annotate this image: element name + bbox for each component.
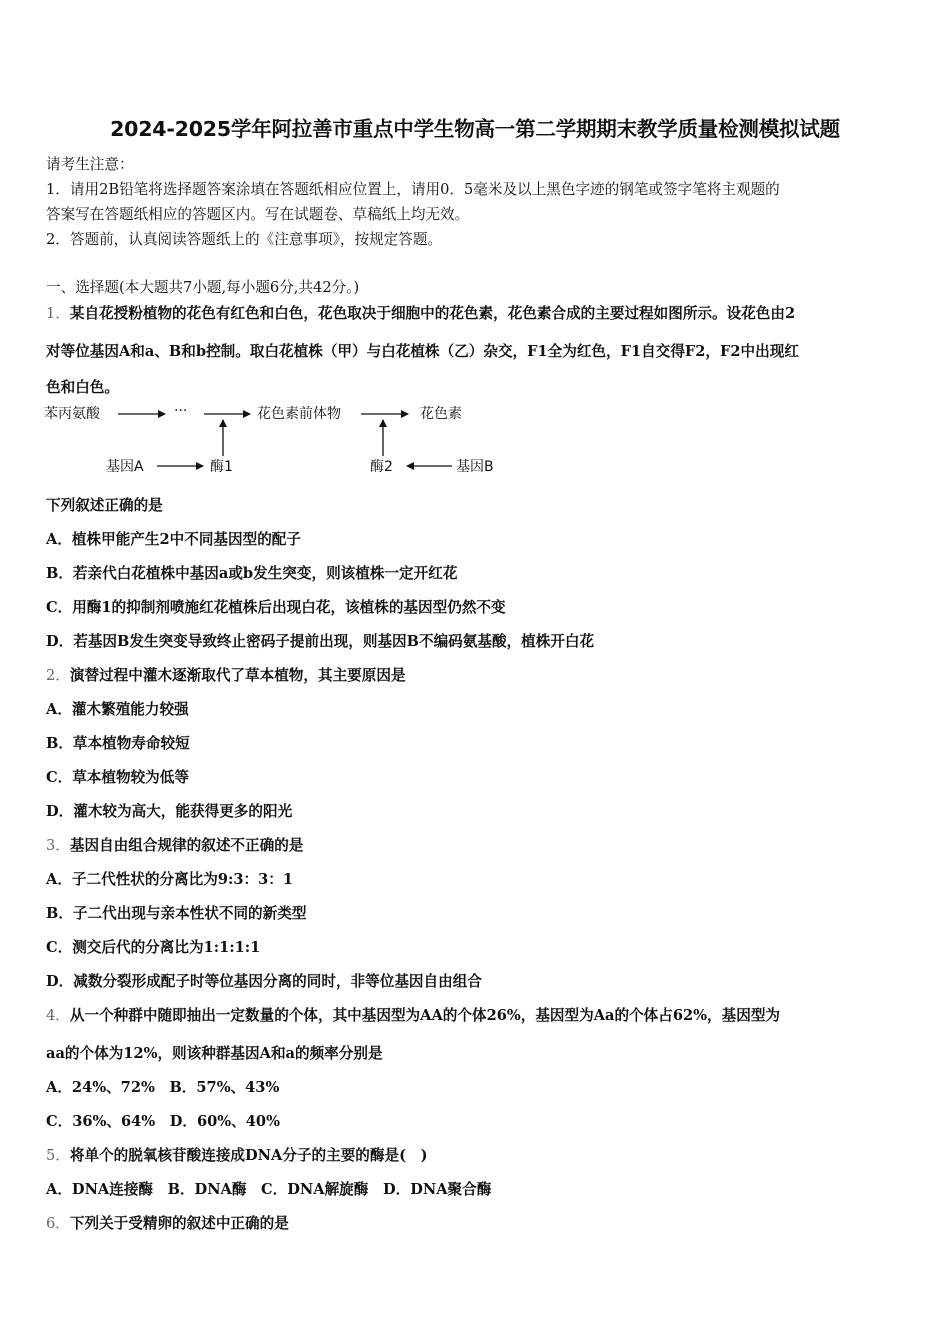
question-1-line-2: 对等位基因A和a、B和b控制。取白花植株（甲）与白花植株（乙）杂交，F1全为红色，F1自交得F2，F2中出现红 [46, 343, 799, 360]
question-5-options: A．DNA连接酶 B．DNA酶 C．DNA解旋酶 D．DNA聚合酶 [46, 1181, 492, 1198]
question-3-option-b: B．子二代出现与亲本性状不同的新类型 [46, 905, 307, 922]
question-4-options-ab: A．24%、72% B．57%、43% [46, 1079, 280, 1096]
question-2-option-b: B．草本植物寿命较短 [46, 735, 190, 752]
pathway-gene-a: 基因A [106, 459, 144, 475]
question-1-option-a: A．植株甲能产生2中不同基因型的配子 [46, 531, 301, 548]
notice-header: 请考生注意： [46, 156, 134, 173]
question-1-line-1: 1．某自花授粉植物的花色有红色和白色，花色取决于细胞中的花色素，花色素合成的主要过程如图所示。设花色由2 [46, 305, 796, 322]
pathway-precursor: 花色素前体物 [257, 406, 341, 422]
question-3-number: 3． [46, 837, 70, 854]
question-5-number: 5． [46, 1147, 70, 1164]
question-4-line-1: 4．从一个种群中随即抽出一定数量的个体，其中基因型为AA的个体26%，基因型为Aa的个体占62%，基因型为 [46, 1007, 781, 1024]
pathway-start: 苯丙氨酸 [44, 406, 100, 422]
question-1-number: 1． [46, 305, 70, 322]
question-2-stem: 2．演替过程中灌木逐渐取代了草本植物，其主要原因是 [46, 667, 406, 684]
question-2-option-c: C．草本植物较为低等 [46, 769, 189, 786]
pathway-product: 花色素 [420, 406, 462, 422]
question-3-option-c: C．测交后代的分离比为1:1:1:1 [46, 939, 261, 956]
pathway-gene-b: 基因B [456, 459, 494, 475]
question-4-line-2: aa的个体为12%，则该种群基因A和a的频率分别是 [46, 1045, 383, 1062]
pathway-enzyme-1: 酶1 [210, 459, 233, 475]
question-3-option-d: D．减数分裂形成配子时等位基因分离的同时，非等位基因自由组合 [46, 973, 482, 990]
question-6-stem: 6．下列关于受精卵的叙述中正确的是 [46, 1215, 289, 1232]
pathway-enzyme-2: 酶2 [370, 459, 393, 475]
question-4-number: 4． [46, 1007, 70, 1024]
question-3-stem: 3．基因自由组合规律的叙述不正确的是 [46, 837, 304, 854]
question-1-option-b: B．若亲代白花植株中基因a或b发生突变，则该植株一定开红花 [46, 565, 458, 582]
question-6-number: 6． [46, 1215, 70, 1232]
question-1-line-3: 色和白色。 [46, 379, 119, 396]
question-2-option-a: A．灌木繁殖能力较强 [46, 701, 189, 718]
notice-item-2: 2．答题前，认真阅读答题纸上的《注意事项》，按规定答题。 [46, 231, 443, 248]
question-3-option-a: A．子二代性状的分离比为9:3：3：1 [46, 871, 294, 888]
question-1-option-d: D．若基因B发生突变导致终止密码子提前出现，则基因B不编码氨基酸，植株开白花 [46, 633, 595, 650]
question-1-option-c: C．用酶1的抑制剂喷施红花植株后出现白花，该植株的基因型仍然不变 [46, 599, 506, 616]
page-title: 2024-2025学年阿拉善市重点中学生物高一第二学期期末教学质量检测模拟试题 [110, 117, 840, 141]
notice-item-1-line-2: 答案写在答题纸相应的答题区内。写在试题卷、草稿纸上均无效。 [46, 206, 470, 223]
question-2-number: 2． [46, 667, 70, 684]
section-heading: 一、选择题(本大题共7小题,每小题6分,共42分。) [46, 279, 360, 296]
question-5-stem: 5．将单个的脱氧核苷酸连接成DNA分子的主要的酶是( ) [46, 1147, 428, 1164]
question-4-options-cd: C．36%、64% D．60%、40% [46, 1113, 280, 1130]
notice-item-1-line-1: 1．请用2B铅笔将选择题答案涂填在答题纸相应位置上，请用0．5毫米及以上黑色字迹的钢笔或签字笔将主观题的 [46, 181, 780, 198]
question-1-stem: 下列叙述正确的是 [46, 497, 163, 514]
question-2-option-d: D．灌木较为高大，能获得更多的阳光 [46, 803, 293, 820]
pathway-dots: ··· [174, 403, 188, 419]
pathway-diagram [40, 398, 520, 484]
